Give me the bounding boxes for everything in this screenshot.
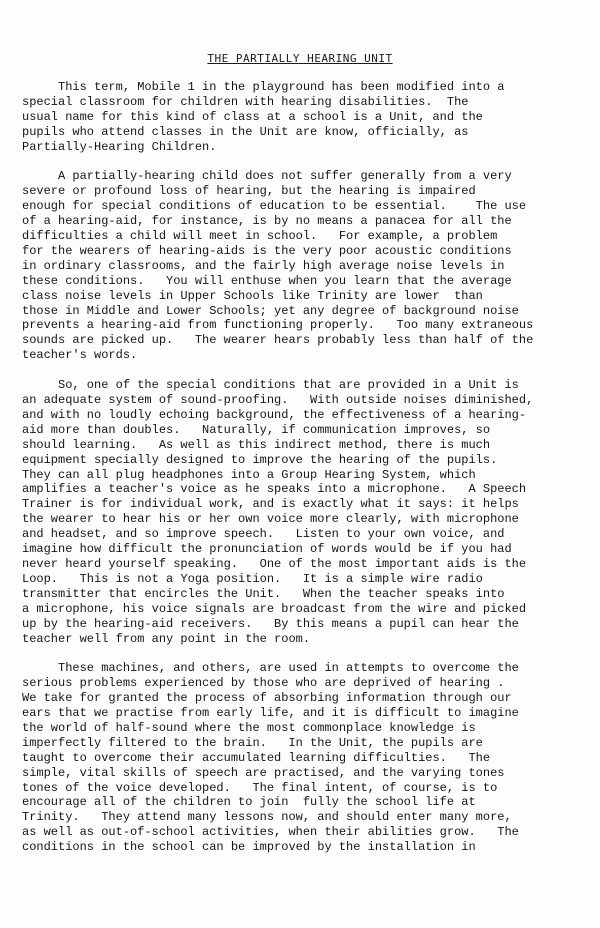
text-line: Trinity. They attend many lessons now, and should enter many more, <box>22 810 512 825</box>
text-line: those in Middle and Lower Schools; yet any degree of background noise <box>22 303 519 318</box>
paragraph <box>22 378 592 646</box>
text-line: these conditions. You will enthuse when you learn that the average <box>22 273 512 288</box>
text-line: They can all plug headphones into a Group Hearing System, which <box>22 467 476 482</box>
text-line: A partially-hearing child does not suffer generally from a very <box>22 169 512 184</box>
text-line: Loop. This is not a Yoga position. It is a simple wire radio <box>22 571 483 586</box>
text-line: never heard yourself speaking. One of the most important aids is the <box>22 556 527 571</box>
paragraph <box>22 661 592 855</box>
text-line: Partially-Hearing Children. <box>22 139 217 154</box>
text-line: equipment specially designed to improve the hearing of the pupils. <box>22 452 498 467</box>
text-line: for the wearers of hearing-aids is the very poor acoustic conditions <box>22 243 512 258</box>
text-line: So, one of the special conditions that are provided in a Unit is <box>22 378 519 393</box>
text-line: in ordinary classrooms, and the fairly high average noise levels in <box>22 258 505 273</box>
text-line: and with no loudly echoing background, the effectiveness of a hearing- <box>22 407 527 422</box>
text-line: an adequate system of sound-proofing. With outside noises diminished, <box>22 393 534 407</box>
text-line: ears that we practise from early life, and it is difficult to imagine <box>22 706 519 721</box>
text-line: special classroom for children with hearing disabilities. The <box>22 94 469 109</box>
text-line: conditions in the school can be improved by the installation in <box>22 840 476 855</box>
text-line: up by the hearing-aid receivers. By this means a pupil can hear the <box>22 616 519 631</box>
text-line: imperfectly filtered to the brain. In the Unit, the pupils are <box>22 735 483 750</box>
paragraph <box>22 169 592 363</box>
text-line: usual name for this kind of class at a school is a Unit, and the <box>22 109 483 124</box>
text-line: the world of half-sound where the most commonplace knowledge is <box>22 720 476 735</box>
text-line: difficulties a child will meet in school. For example, a problem <box>22 229 498 244</box>
document-body <box>22 80 592 855</box>
text-line: imagine how difficult the pronunciation of words would be if you had <box>22 542 512 557</box>
text-line: the wearer to hear his or her own voice more clearly, with microphone <box>22 512 519 527</box>
text-line: enough for special conditions of education to be essential. The use <box>22 199 527 214</box>
text-line: aid more than doubles. Naturally, if communication improves, so <box>22 422 491 437</box>
text-line: This term, Mobile 1 in the playground has been modified into a <box>22 80 505 94</box>
text-line: severe or profound loss of hearing, but the hearing is impaired <box>22 184 476 199</box>
text-line: We take for granted the process of absorbing information through our <box>22 691 512 706</box>
text-line: teacher well from any point in the room. <box>22 631 311 646</box>
document-title: THE PARTIALLY HEARING UNIT <box>207 52 393 65</box>
text-line: Trainer is for individual work, and is exactly what it says: it helps <box>22 497 519 512</box>
text-line: and headset, and so improve speech. Listen to your own voice, and <box>22 527 505 542</box>
text-line: as well as out-of-school activities, when their abilities grow. The <box>22 825 519 840</box>
text-line: taught to overcome their accumulated learning difficulties. The <box>22 750 491 765</box>
text-line: pupils who attend classes in the Unit are know, officially, as <box>22 124 469 139</box>
text-line: transmitter that encircles the Unit. When the teacher speaks into <box>22 586 505 601</box>
text-line: class noise levels in Upper Schools like Trinity are lower than <box>22 288 483 303</box>
text-line: prevents a hearing-aid from functioning properly. Too many extraneous <box>22 318 534 333</box>
text-line: teacher's words. <box>22 348 138 363</box>
text-line: tones of the voice developed. The final intent, of course, is to <box>22 780 498 795</box>
paragraph <box>22 80 592 155</box>
text-line: a microphone, his voice signals are broadcast from the wire and picked <box>22 601 527 616</box>
text-line: should learning. As well as this indirect method, there is much <box>22 437 491 452</box>
text-line: serious problems experienced by those who are deprived of hearing . <box>22 676 505 691</box>
text-line: of a hearing-aid, for instance, is by no means a panacea for all the <box>22 214 512 229</box>
text-line: amplifies a teacher's voice as he speaks into a microphone. A Speech <box>22 482 527 497</box>
text-line: sounds are picked up. The wearer hears probably less than half of the <box>22 333 534 348</box>
text-line: These machines, and others, are used in attempts to overcome the <box>22 661 519 676</box>
text-line: simple, vital skills of speech are practised, and the varying tones <box>22 765 505 780</box>
text-line: encourage all of the children to join fully the school life at <box>22 795 476 810</box>
